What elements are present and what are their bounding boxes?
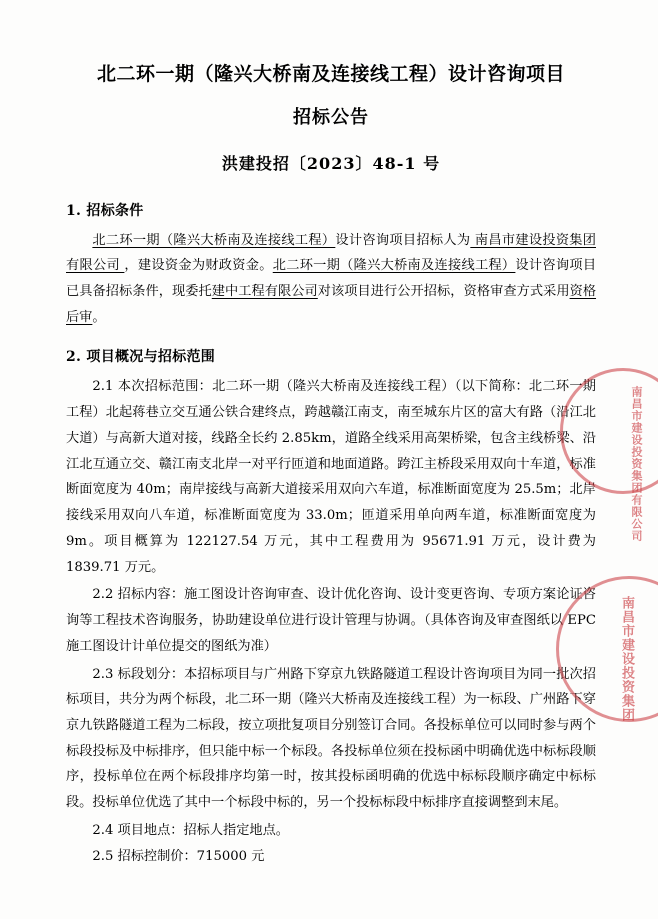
- qualification-method-underline: 资格后审: [66, 283, 597, 325]
- document-number: 洪建投招〔2023〕48-1 号: [221, 153, 441, 173]
- seal-bottom-text: 南昌市建设投资集团: [619, 596, 634, 722]
- page-title: 北二环一期（隆兴大桥南及连接线工程）设计咨询项目: [96, 63, 565, 85]
- paragraph-2-4: 2.4 项目地点：招标人指定地点。: [92, 822, 289, 838]
- bidder-name-underline: 南昌市建设投资集团有限公司: [66, 232, 596, 274]
- bidder-project-name-underline: 北二环一期（隆兴大桥南及连接线工程）: [92, 232, 336, 248]
- section-heading-2: 2. 项目概况与招标范围: [66, 349, 216, 366]
- project-name-underline-2: 北二环一期（隆兴大桥南及连接线工程）: [272, 258, 516, 274]
- paragraph-2-1: 2.1 本次招标范围：北二环一期（隆兴大桥南及连接线工程）（以下简称：北二环一期工程）北起蒋巷立交互通公铁合建终点，跨越赣江南支，南至城东片区的富大有路（沿江北大道）与高新大道对接，线路全长约 2.85km，道路全线采用高架桥梁，包含主线桥梁、沿江北互通立交、赣江南支北岸一对平行匝道和地面道路。跨江主桥段采用双向十车道，标准断面宽度为 40m；南岸接线与高新大道接采用双向六车道，标准断面宽度为 25.5m；北岸接线采用双向八车道，标准断面宽度为 33.0m；匝道采用单向两车道，标准断面宽度为 9m。项目概算为 122127.54 万元，其中工程费用为 95671.91 万元，设计费为 1839.71 万元。: [66, 379, 596, 575]
- page-subtitle: 招标公告: [293, 106, 369, 128]
- section-heading-1: 1. 招标条件: [66, 202, 144, 219]
- paragraph-bidding-conditions: 北二环一期（隆兴大桥南及连接线工程）设计咨询项目招标人为 南昌市建设投资集团有限公司 ，建设资金为财政资金。北二环一期（隆兴大桥南及连接线工程）设计咨询项目已具备招标条件，现委托建中工程有限公司对该项目进行公开招标，资格审查方式采用资格后审。: [66, 232, 597, 325]
- paragraph-2-3: 2.3 标段划分：本招标项目与广州路下穿京九铁路隧道工程设计咨询项目为同一批次招标项目，共分为两个标段，北二环一期（隆兴大桥南及连接线工程）为一标段、广州路下穿京九铁路隧道工程为二标段，按立项批复项目分别签订合同。各投标单位可以同时参与两个标段投标及中标排序，但只能中标一个标段。各投标单位须在投标函中明确优选中标标段顺序，投标单位在两个标段排序均第一时，按其投标函明确的优选中标标段顺序确定中标标段。投标单位优选了其中一个标段中标的，另一个投标标段中标排序直接调整到末尾。: [66, 666, 596, 811]
- seal-top-text: 南昌市建设投资集团有限公司: [630, 386, 643, 542]
- paragraph-2-2: 2.2 招标内容：施工图设计咨询审查、设计优化咨询、设计变更咨询、专项方案论证咨询等工程技术咨询服务，协助建设单位进行设计管理与协调。（具体咨询及审查图纸以 EPC 施工图设计计单位提交的图纸为准）: [66, 587, 596, 654]
- paragraph-2-5: 2.5 招标控制价：715000 元: [92, 848, 265, 864]
- agent-name-underline: 建中工程有限公司: [211, 283, 318, 299]
